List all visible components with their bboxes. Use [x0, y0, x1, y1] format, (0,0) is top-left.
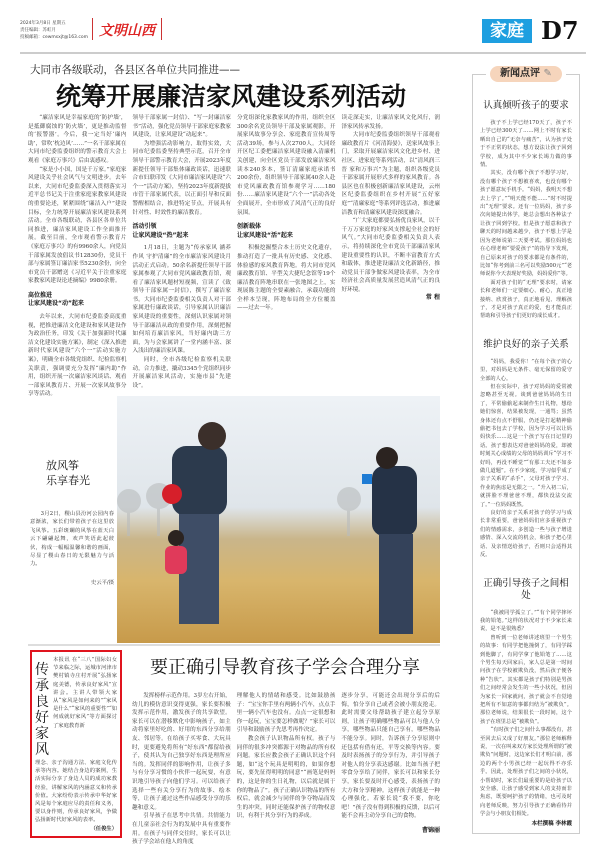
section-badge: 家庭 — [482, 19, 532, 43]
article-column — [341, 692, 440, 842]
paragraph: 逐步分享，可能还会出现分享后的后悔，怕分享自己或者会被小朋友抢走。此时需要父母帮助孩子建立起分享原则，让孩子明确哪些物品可以与他人分享，哪些物品只能自己享有，哪些物品不能分享。同时，告诉孩子分享原则中还包括有借有还，平等交换等内容。要及时表扬孩子的分享行为，并引导孩子对他人的分享表达感谢。比如当孩子把零食分享给了同伴，家长可以和家长分享，家长要及时开心感受，表扬孩子的大方和分享精神。这样孩子就能是一种心理强化。若家长说“我不要，你吃吧！”孩子没有得到积极的反馈，以后可能不会再主动分享自己的食物。 — [341, 693, 441, 820]
kite-flying-photo — [117, 396, 440, 643]
article-headline: 统筹开展廉洁家风建设系列活动 — [56, 82, 407, 111]
photo-illustration — [117, 396, 440, 643]
paragraph: 读走深走实，让廉洁家风文化风行，润泽家风传承发扬。 — [341, 115, 440, 130]
masthead-meta — [20, 20, 88, 41]
paragraph: 良好的亲子关系对孩子的学习与成长非常重要，爸爸妈妈们应多重视孩子们的情感需求，多创造一些与孩子增进感情、深入交流的机会，和孩子把心里话、及亲情送给孩子，否则只会适得其反。 — [480, 510, 572, 559]
issue-date: 2024年3月8日 星期五 — [20, 21, 66, 26]
adult-figure-right — [362, 447, 417, 634]
subheading: 创新载体 让家风建设“活”起来 — [237, 223, 293, 239]
paragraph: 引导孩子在思考中共情。共情能力在儿童亲社会行为的发展中具有重要作用。在孩子与同伴交往时，家长可以让孩子学会站在他人的角度 — [132, 813, 231, 846]
article-column — [28, 114, 127, 398]
brief-text-body: 理念、亲子沟通方法、家庭文化传承等内容。她结合身边的案例，生活实际分享了身边人员的成功家教经验，讲解家风的内涵意义和传承价值。大家纷纷表示传承中华好家风是每个家庭应尽的责任和义务，要以身作则，传承良好家风，争做弘扬新时代好家风的表率。 — [35, 760, 117, 824]
brief-text: 本报讯 在“三八”国际妇女节来临之际，运城市河津市樊村镇寺庄村开展“弘扬家庭美德，传承良好家风”宣讲会。主讲人带领大家从“家风是如何来的”“家风是什么”“家风的重要性”“如何成就好家风”等方面探讨了家庭教育新 — [53, 657, 117, 729]
photo-title — [46, 458, 90, 488]
photo-title-line: 乐享春光 — [46, 474, 90, 487]
photo-credit: 史云平/摄 — [91, 580, 114, 586]
photo-title-line: 放风筝 — [46, 459, 79, 472]
paragraph: “妈妈，我爱你！”在每个孩子的心里，对妈妈是无条件、毫无保留的爱守全部的人心。 — [480, 358, 572, 382]
page-number: D7 — [541, 16, 579, 45]
subheading: 高位推进 让家风建设“动”起来 — [28, 291, 84, 308]
trees-icon — [117, 483, 399, 536]
paragraph: 曾听到一位老师讲述班里一个男生的故事：有同学把他撞倒了，有同学踩到他脚了，有同学拿了他铅笔了……这个男生每天回家后，家人总是第一时间问孩子在学校被欺负没，然后孩子便各种“告状”。其实都是孩子们特别是男孩们之间经常会发生的一些小状况，但因为家长一回家就问，孩子就会不自觉地把所有不如意的事都归结为“被欺负”。那位老师说，结果很长一段时间，这个孩子在班里总是“被欺负”。 — [480, 634, 572, 725]
paragraph: “家是小小国，国是千万家。”家庭家风建设关乎社会风气与文明进步。去年以来，大同市纪委监委深入贯彻落实习近平总书记关于注重家庭家教家风建设的重要论述，紧紧围绕“廉洁入户”建设目标，全力统筹开展廉洁家风建设系列活动。全市各级联动，各县区各单位共同推进，廉洁家风建设工作全面推开展。截至目前，全市观看警示教育片《家庭万事兴》的有9960余人，向党员干部家属发放倡议书12830份，党员干部与家属签订廉洁家书5230余份，向全市党员干部赠送《习近平关于注重家庭家教家风建设论述摘编》9980余册。 — [28, 166, 127, 285]
bottom-article-headline: 要正确引导教育孩子学会合理分享 — [150, 657, 420, 678]
paragraph: 大同市纪委监委组织领导干部观看廉政教育片《河清海晏》，送家风故事上门，采取开展廉洁家风文化进乡村、进社区、进家庭等系列活动，以“清风润三晋 家和万事兴”为主题，组织各级党员干部家属开展形式多样的家风教育。各县区也在积极创新廉洁家风建设，云州区纪委监委组织在乡村开展“五好家庭”“清廉家庭”等系列评选活动，推进廉洁教育和清廉家风建设深度融合。 — [341, 132, 440, 216]
paragraph: 但在实际中，孩子对妈妈的爱常被忽略甚至无视。谈到爸爸妈妈的生日了，平常偷偷起来制作生日礼物，想给她们惊喜，结果被发现，一通骂；虽然身体还有点不舒服，仍还是打起精神偷偷把书包去了学校，因为学习可以让妈妈快乐……这是一个孩子写在日记里的话。孩子想表达对爸爸妈妈的爱，却被时刻关心成绩的父母的妈妈训斥“学习不好吗，再没不睡觉”“有那工夫还不如多做几道题”。在不少家庭，学习似乎成了亲子关系的“杀手”，父母对孩子学习、作业的焦虑是无限之一。“升入初二后，就拼脸不理爸爸不理，都快没法交流了。”一位妈妈既然。 — [480, 383, 572, 508]
article-column — [237, 692, 336, 842]
paragraph: 去年以来，大同市纪委监委高度重视，把推进廉洁文化建设和家风建设作为政治任务，印发《关于加强新时代廉洁文化建设实施方案》，制定《深入推进新时代家风建设“六个一”活动实施方案》，明确全市各级党组织、纪检监察机关职责，强调要充分发挥“廉内助”作用，组织开展一次廉洁家风谈话、观看一部家风教育片、开展一次家风故事分享等活动。 — [28, 314, 127, 398]
main-article-body — [28, 114, 440, 398]
paragraph: 面对孩子们的“无理”要求时，请家长和老师们一定要细心、耐心，真正地接纳、欣赏孩子，真正地看见、理解孩子，才是对孩子真正的爱，也才能真正帮助和引导孩子们更好的成长成才。 — [480, 279, 572, 320]
brief-text-continued — [35, 759, 117, 833]
adult-figure-left — [162, 422, 227, 624]
paragraph: 孩子不上学已经170天了，孩子不上学已经300天了……网上不时有家长晒出自己的“无奈与痛苦”，认为孩子处于不正常的状态，想方设法让孩子回到学校，成为其中不少家长竭力做的事情。 — [480, 120, 572, 169]
paragraph: 积极挖掘整合本土历史文化遗存，推动打造了一批具有历史感、文化感、体验感的家风教育阵地。将大同市党风廉政教育馆、平型关大捷纪念馆等19个廉洁教育阵地串联在一张地图之上，实现展陈主题的全要素融合，承载功能的全样本呈现，阵地布局的全方位覆盖——过去一年。 — [237, 245, 336, 312]
article-column — [237, 114, 336, 394]
paragraph: 理解他人的情绪和感受。比如鼓励孩子：“宝宝你手里有两辆小汽车，点点手里一辆小汽车也没有。点点一定很想和你一起玩，宝宝要怎样做呢？”家长可以引导和鼓励孩子先思考再作决定。 — [236, 693, 336, 734]
paragraph: “广大家庭都要弘扬优良家风，以千千万万家庭的好家风支撑起全社会的好风气。”大同市纪委监委相关负责人表示，将持续深化全市党员干部廉洁家风建设重要性的认识，不断丰富教育方式和载体，推进建设廉洁文化新路径，推动党员干部争做家风建设表率，为全市经济社会高质量发展营造风清气正的良好环境。 — [341, 218, 440, 293]
photo-caption: 3月2日，稷山县汾河公园内春意渐浓，家长们带着孩子在这里放飞风筝。五彩斑斓的风筝在蓝天白云下翩翩起舞，欢声笑语此起彼伏，构成一幅幅温馨和谐的画面，尽显了稷山春日的无限魅力与活力。 — [30, 511, 114, 568]
sidebar-byline: 本栏撰稿 李林霞 — [531, 820, 572, 827]
article-column — [133, 114, 232, 394]
article-column — [132, 692, 231, 846]
bottom-article-body — [132, 692, 441, 846]
paragraph: 领导干部家属一封信》、“写一封廉洁家书”活动，强化党员领导干部家庭家教家风建设，让家风建设“动起来”。 — [132, 115, 231, 139]
paragraph: 教会孩子认识物品所有权。孩子与同伴的很多冲突都源于对物品的所有权问题。家长应教会孩子正确认识这个问题，如“这个玩具是明明的，如果你想玩，要先征得明明的同意”“画笔是妈妈的，这是你的生日礼物，以后就是属于你的物品了”。孩子正确认识物品的所有权后，就会减少与同伴的争夺物品而发生的冲突，同时还能保护孩子的物权意识，有利于其分享行为的养成。 — [236, 735, 336, 820]
section-divider — [28, 644, 440, 646]
paragraph: “有时孩子们之间什么事都没有，甚至回去后又成了好朋友。”那位老师解释说，一次在叫来双方家长处理所谓的“被欺负”问题时，这边家长们才明白前，那边的两个小男孩已经一起玩得不亦乐乎。因此，处理孩子们之间的小状况，小帮助时，家长们最重要的是给孩子以安全感，让孩子感受到家人的支持而非焦虑，既要呵护孩子的情绪，也可及时向老师反映，努力引导孩子正确看待并学会与小朋友们相处。 — [480, 727, 572, 818]
child-figure — [165, 530, 187, 574]
brief-title: 传承良好家风 — [35, 662, 49, 758]
article-byline: 曹锦丽 — [422, 826, 441, 834]
boxed-news-brief — [30, 650, 122, 838]
subheading: 活动引领 让家风建设“热”起来 — [132, 223, 189, 239]
sidebar-badge-label: 新闻点评 — [500, 68, 541, 79]
brief-top — [35, 656, 117, 758]
brief-credit: （任俊生） — [90, 825, 117, 832]
article-kicker: 大同市各级联动，各县区各单位共同推进—— — [30, 64, 240, 76]
paragraph: 同时，全市各级纪检监察机关联动，合力推进，撬动3345个党组织同步开展廉洁家风活动，实施市县“先建设”。 — [132, 357, 231, 389]
submission-email: 投稿邮箱：cewmsxjt@163.com — [20, 35, 88, 40]
article-byline: 常 程 — [425, 294, 440, 302]
paragraph: 分党组深化家教家风的作用，组织全区300余名党员领导干部及家属观影，开展家风故事分享会、家庭教育宣传周等活动39场，参与人次2700人。大同经开区纪工委把廉洁家风建设融入清廉机关创建，向全区党员干部发放廉洁家风读本240多本，签订清廉家庭承诺书200余份，组织领导干部家属40余人赴市党风廉政教育馆参观学习……180份……廉洁家风建设“六个一”活动各处全面展开，全市形成了风清气正的良好氛围。 — [237, 115, 336, 216]
paragraph: 1月18日，主题为“传承家风 涵养作风 守护清廉”的全市廉洁家风建设月活动正式启动。50余名新提任领导干部家属参观了大同市党风廉政教育馆，观看了廉洁家风题材短视频，宣读了《致领导干部家属一封信》，撰写了廉洁家书。大同市纪委监委相关负责人对干部家属进行廉政谈话，引导家属认识廉洁家风建设的重要性，深刻认识家属对领导干部廉洁从政的重要作用，深刻把握如何培育廉洁家风，当好廉内助三方面，为与会家属讲了一堂内涵丰富、深入浅出的廉洁家风课。 — [132, 245, 231, 355]
paragraph: “我被同学孤立了。”“有个同学摔坏我的铅笔。”这样的状况对于不少家长来说，是不是很熟悉？ — [480, 609, 572, 633]
paragraph: 发挥榜样示范作用。3岁左右开始，幼儿的模仿意识变得更强，家长要积极发挥示范作用，激发孩子的共享欲望。家长可以在潜移默化中影响孩子，如主动将家里好吃的、好用的东西分享给朋友、邻居等。在给孩子买零食、大玩具时，更要避免将所有“好东西”都留给孩子，使其认为自己独享好东西是理所应当的。发挥同伴的影响作用，让孩子多与有分享习惯的小伙伴一起玩耍，有意识地引导孩子向他们学习。可以给孩子选择一些有关分享行为的故事、绘本等，让孩子通过这些作品感受分享的乐趣和意义。 — [132, 693, 231, 811]
paragraph: 为增强活动影响力，取得实效，大同市纪委监委坚持典型示范，召开全市领导干部警示教育大会，开展2023年度新提任领导干部集体廉政谈话，迅速联合市妇联印发《大同市廉洁家风建设“六个一”活动方案》，坚持2023年度新提拔市管干部家属代表，以正面引导和反面警醒相结合，推进特定节点，开展具有针对性、时效性的廉洁教育。 — [132, 140, 231, 216]
commentary-sidebar — [472, 74, 580, 834]
paragraph: “廉洁家风是幸福家庭的‘防护墙’，是抵御腐蚀的‘防火墙’，更是推动监督的‘报警器’。今后，我一定当好‘廉内助’，常吹‘枕边风’……”一名干部家属在大同市纪委监委组织的警示教育大会上观看《家庭万事兴》后由衷感叹。 — [28, 115, 127, 164]
commentary-title: 维护良好的亲子关系 — [483, 338, 569, 350]
header-divider — [20, 52, 586, 54]
newspaper-logo: 文明山西 — [92, 18, 162, 40]
article-column — [342, 114, 441, 394]
pen-icon: ✎ — [543, 68, 552, 79]
paragraph: 其实，没有哪个孩子不想学习好，没有哪个孩子不想被喜欢，也没有哪个孩子愿意玩手机手。“妈妈，我明天不想去上学了。”“明天能不能……”时不时提出“无理”要求。还有一位妈妈，孩子多次向她提出休学，她总会想出各种法子让孩子回到学校。但是孩子愿意和孩子聊天的时间越来越少，孩子不想上学是因为老师说第二天要考试。那位妈妈也在心理老师“要爱孩子”的指导下发现，自己原来对孩子的要求都是有条件的，比如“你考到前三名可以奖励500元”“老师说你今天表现好奖励，妈妈爱你”等。 — [480, 170, 572, 278]
editor-credit: 责任编辑：苏虹月 — [20, 28, 56, 33]
commentary-title: 正确引导孩子之间相处 — [483, 577, 569, 601]
commentary-title: 认真倾听孩子的要求 — [483, 100, 569, 111]
